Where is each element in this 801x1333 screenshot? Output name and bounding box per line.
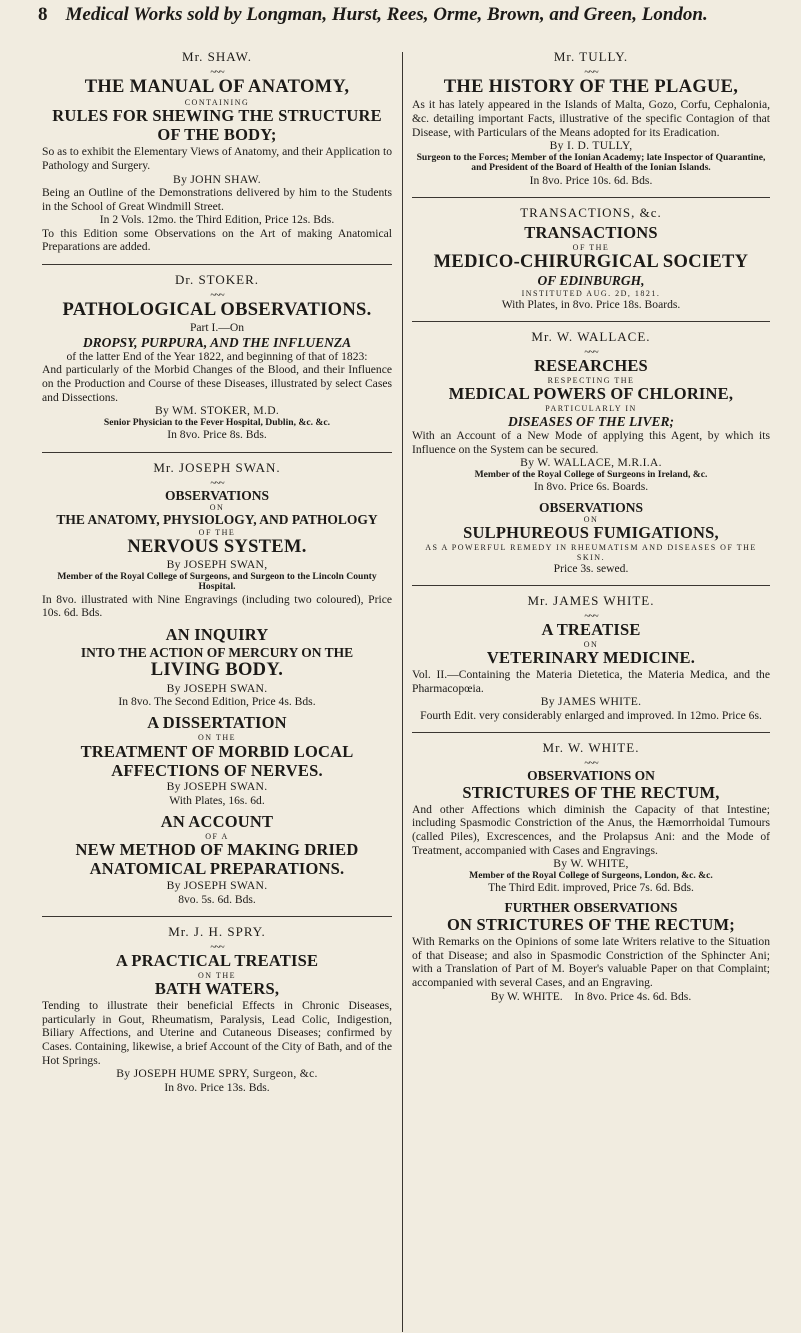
byline: By JOSEPH SWAN, — [166, 558, 268, 572]
book-title: FURTHER OBSERVATIONS — [504, 900, 678, 916]
byline: By JOSEPH SWAN. — [166, 780, 268, 794]
flourish: ~~~ — [210, 941, 224, 953]
divider — [42, 916, 392, 917]
book-title: A PRACTICAL TREATISE — [115, 950, 319, 970]
subtitle: OF A — [205, 832, 229, 842]
right-column — [412, 50, 770, 1325]
subtitle: PARTICULARLY IN — [545, 404, 637, 414]
divider — [412, 321, 770, 322]
book-title: NERVOUS SYSTEM. — [127, 536, 307, 557]
subtitle: RESPECTING THE — [547, 376, 635, 386]
publication: Price 3s. sewed. — [553, 561, 629, 575]
publication: With Plates, in 8vo. Price 18s. Boards. — [501, 298, 681, 312]
publication: In 8vo. Price 8s. Bds. — [167, 428, 267, 442]
publication: In 2 Vols. 12mo. the Third Edition, Price 12s. Bds. — [99, 213, 335, 227]
description: Tending to illustrate their beneficial Effects in Chronic Diseases, particularly in Gout, Rheumatism, Paralysis, Lead Colic, Indigestion, Biliary Affections, and Uterine and Cutaneous Diseases; confirmed by Cases. Containing, likewise, a brief Account of the City of Bath, and of the Hot Springs. — [42, 998, 392, 1067]
description: With Remarks on the Opinions of some late Writers relative to the Situation of that Disease; and also in Spasmodic Constriction of the Sphincter Ani; with a Translation of Part of M. Boyer's valuable Paper on that Complaint; accompanied with several Cases, and an Engraving. — [412, 934, 770, 989]
subtitle: ON THE — [198, 733, 236, 743]
publication: In 8vo. Price 10s. 6d. Bds. — [529, 173, 653, 187]
description: Being an Outline of the Demonstrations delivered by him to the Students in the School of Great Windmill Street. — [42, 186, 392, 213]
listing-transactions — [412, 206, 770, 311]
book-title: ON STRICTURES OF THE RECTUM; — [447, 914, 735, 934]
byline: By JOSEPH SWAN. — [166, 681, 268, 695]
author: Mr. SHAW. — [182, 49, 252, 64]
description: Vol. II.—Containing the Materia Dietetica, the Materia Medica, and the Pharmacopœia. — [412, 668, 770, 695]
subtitle: CONTAINING — [184, 98, 250, 108]
publication: In 8vo. Price 6s. Boards. — [533, 480, 649, 494]
flourish: ~~~ — [210, 66, 224, 78]
subtitle: ON — [583, 639, 599, 649]
flourish: ~~~ — [584, 610, 598, 622]
byline: By I. D. TULLY, — [549, 139, 633, 153]
book-title: OBSERVATIONS — [538, 499, 644, 515]
author: Mr. JOSEPH SWAN. — [153, 459, 281, 475]
book-title: OBSERVATIONS — [164, 487, 270, 503]
divider — [42, 452, 392, 453]
author: Mr. W. WHITE. — [542, 740, 640, 756]
subtitle: ON — [583, 515, 599, 525]
listing-spry — [42, 925, 392, 1094]
book-title: THE HISTORY OF THE PLAGUE, — [443, 76, 739, 97]
description: So as to exhibit the Elementary Views of Anatomy, and their Application to Pathology and Surgery. — [42, 145, 392, 172]
book-title: MEDICAL POWERS OF CHLORINE, — [448, 384, 734, 404]
book-title: AN INQUIRY — [165, 624, 269, 644]
book-title: VETERINARY MEDICINE. — [486, 648, 696, 668]
book-title: STRICTURES OF THE RECTUM, — [462, 782, 720, 802]
column-rule — [402, 52, 403, 1332]
book-title: TRANSACTIONS — [524, 222, 658, 242]
listing-wallace — [412, 330, 770, 493]
left-column — [42, 50, 392, 1325]
byline: By JAMES WHITE. — [540, 695, 642, 709]
divider — [412, 585, 770, 586]
byline: By JOSEPH SWAN. — [166, 879, 268, 893]
affiliation: Member of the Royal College of Surgeons, London, &c. &c. — [469, 869, 713, 881]
flourish: ~~~ — [584, 66, 598, 78]
book-title: TREATMENT OF MORBID LOCAL AFFECTIONS OF NERVES. — [80, 741, 354, 780]
running-header — [38, 4, 778, 44]
book-title: A TREATISE — [541, 619, 641, 639]
subject: OF EDINBURGH, — [537, 273, 645, 289]
listing-fumigations — [412, 500, 770, 575]
listing-swan-nervous — [42, 461, 392, 620]
byline: By JOSEPH HUME SPRY, Surgeon, &c. — [116, 1067, 318, 1081]
flourish: ~~~ — [210, 477, 224, 489]
book-title: BATH WATERS, — [154, 978, 280, 998]
description: As it has lately appeared in the Islands of Malta, Gozo, Corfu, Cephalonia, &c. detailing important Facts, illustrative of the specific Contagion of that Disease, with Particulars of the Means adopted for its Eradication. — [412, 98, 770, 139]
listing-shaw — [42, 50, 392, 254]
book-title: A DISSERTATION — [147, 713, 287, 733]
author: Mr. W. WALLACE. — [531, 329, 651, 345]
affiliation: Member of the Royal College of Surgeons in Ireland, &c. — [474, 468, 708, 480]
listing-tully — [412, 50, 770, 187]
book-title: INTO THE ACTION OF MERCURY ON THE — [80, 644, 354, 660]
book-title: NEW METHOD OF MAKING DRIED ANATOMICAL PREPARATIONS. — [75, 840, 359, 879]
description: And particularly of the Morbid Changes of the Blood, and their Influence on the Production and Course of these Diseases, illustrated by select Cases and Dissections. — [42, 363, 392, 404]
affiliation: Surgeon to the Forces; Member of the Ionian Academy; late Inspector of Quarantine, and President of the Board of Health of the Ionian Islands. — [416, 151, 766, 174]
divider — [412, 197, 770, 198]
publication: Fourth Edit. very considerably enlarged and improved. In 12mo. Price 6s. — [420, 708, 762, 722]
author: Dr. STOKER. — [174, 272, 260, 288]
description: To this Edition some Observations on the Art of making Anatomical Preparations are added. — [42, 226, 392, 254]
description: With an Account of a New Mode of applying this Agent, by which its Influence on the System can be secured. — [412, 429, 770, 456]
listing-james-white — [412, 594, 770, 722]
publication: 8vo. 5s. 6d. Bds. — [178, 892, 256, 906]
byline: By W. WHITE, — [553, 857, 629, 871]
book-title: THE MANUAL OF ANATOMY, — [84, 76, 350, 97]
book-title: RULES FOR SHEWING THE STRUCTURE OF THE BODY; — [52, 106, 382, 145]
book-title: MEDICO-CHIRURGICAL SOCIETY — [433, 252, 749, 273]
instituted: INSTITUTED AUG. 2D, 1821. — [521, 288, 661, 298]
publication: In 8vo. The Second Edition, Price 4s. Bds. — [118, 695, 316, 709]
byline: By JOHN SHAW. — [173, 172, 261, 186]
flourish: ~~~ — [584, 347, 598, 359]
page-number: 8 — [38, 4, 48, 25]
publication: In 8vo. illustrated with Nine Engravings (including two coloured), Price 10s. 6d. Bds. — [42, 592, 392, 620]
byline: By WM. STOKER, M.D. — [154, 404, 280, 418]
subject: DROPSY, PURPURA, AND THE INFLUENZA — [82, 334, 352, 350]
listing-swan-mercury — [42, 626, 392, 708]
divider — [412, 732, 770, 733]
book-title: LIVING BODY. — [150, 660, 284, 681]
book-title: AN ACCOUNT — [160, 812, 274, 832]
author: TRANSACTIONS, &c. — [520, 204, 662, 220]
part: Part I.—On — [189, 321, 245, 335]
subtitle: ON — [209, 503, 225, 513]
book-title: THE ANATOMY, PHYSIOLOGY, AND PATHOLOGY — [56, 512, 378, 528]
subject: DISEASES OF THE LIVER; — [508, 413, 674, 429]
author: Mr. TULLY. — [553, 49, 629, 64]
subtitle: ON THE — [198, 970, 236, 980]
listing-stoker — [42, 273, 392, 442]
publication: With Plates, 16s. 6d. — [169, 793, 265, 807]
listing-swan-dissertation — [42, 714, 392, 807]
publication: In 8vo. Price 13s. Bds. — [164, 1080, 270, 1094]
author: Mr. J. H. SPRY. — [168, 923, 266, 939]
publication: In 8vo. Price 4s. 6d. Bds. — [574, 989, 692, 1003]
listing-further-observations — [412, 900, 770, 1003]
book-title: PATHOLOGICAL OBSERVATIONS. — [62, 299, 372, 320]
byline: By W. WALLACE, M.R.I.A. — [520, 456, 662, 470]
affiliation: Member of the Royal College of Surgeons, and Surgeon to the Lincoln County Hospital. — [57, 570, 377, 593]
subtitle: OF THE — [572, 242, 610, 252]
flourish: ~~~ — [584, 758, 598, 770]
flourish: ~~~ — [210, 289, 224, 301]
subtitle: AS A POWERFUL REMEDY IN RHEUMATISM AND DISEASES OF THE SKIN. — [425, 543, 757, 562]
affiliation: Senior Physician to the Fever Hospital, Dublin, &c. &c. — [103, 416, 331, 428]
byline: By W. WHITE. — [490, 989, 563, 1003]
description: of the latter End of the Year 1822, and beginning of that of 1823: — [66, 350, 368, 364]
header-title: Medical Works sold by Longman, Hurst, Rees, Orme, Brown, and Green, London. — [65, 4, 708, 25]
subtitle: OF THE — [198, 527, 236, 537]
book-title: OBSERVATIONS ON — [527, 768, 655, 784]
author: Mr. JAMES WHITE. — [527, 593, 655, 609]
byline-and-publication — [412, 990, 770, 1003]
book-title: RESEARCHES — [534, 356, 648, 376]
book-title: SULPHUREOUS FUMIGATIONS, — [463, 523, 719, 543]
listing-swan-account — [42, 813, 392, 906]
listing-w-white — [412, 741, 770, 894]
description: And other Affections which diminish the Capacity of that Intestine; including Spasmodic Constriction of the Anus, the Hæmorrhoidal Tumours (called Piles), Excrescences, and the Prolapsus Ani: and the Mode of Treatment, accompanied with Cases and Engravings. — [412, 802, 770, 857]
divider — [42, 264, 392, 265]
publication: The Third Edit. improved, Price 7s. 6d. Bds. — [488, 881, 694, 895]
